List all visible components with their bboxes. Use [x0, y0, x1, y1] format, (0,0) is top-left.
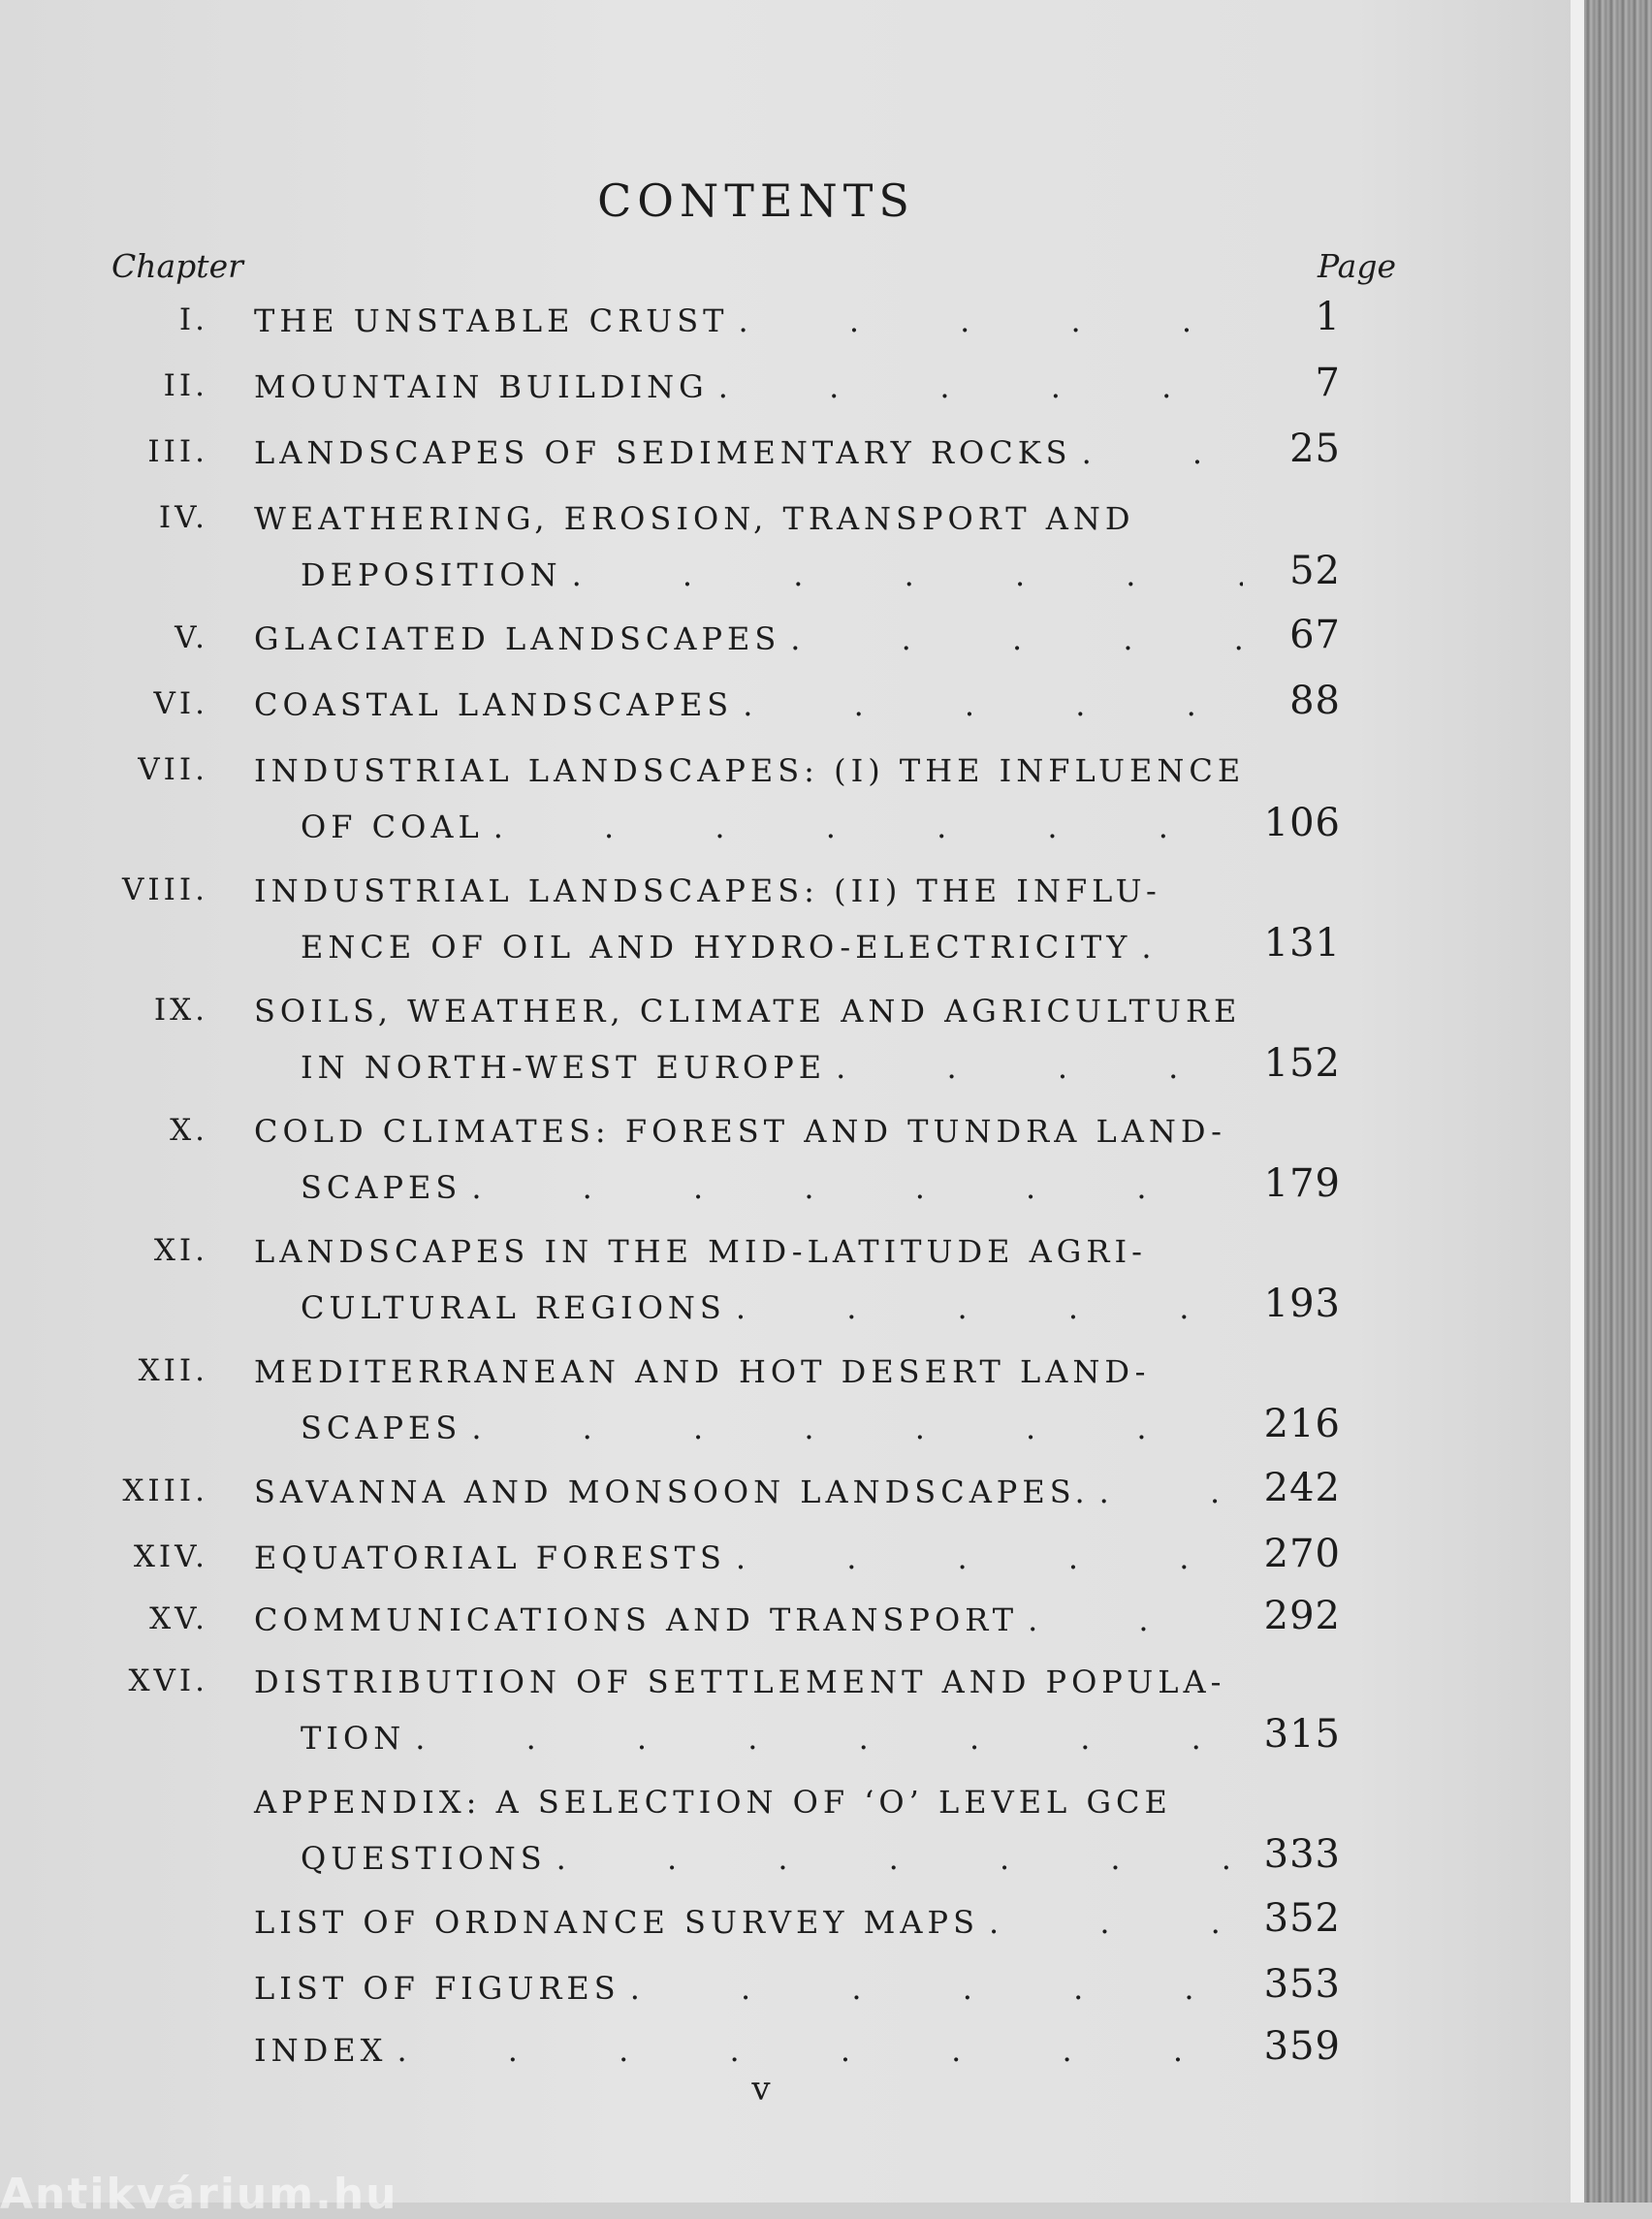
leader-dots — [709, 368, 1243, 405]
chapter-title-text: SAVANNA AND MONSOON LANDSCAPES. — [254, 1474, 1090, 1510]
leader-dots — [1131, 929, 1243, 966]
page-number: 25 — [1289, 427, 1341, 471]
chapter-title-line — [301, 1169, 1243, 1206]
chapter-title-line — [254, 993, 1243, 1030]
chapter-title-text: INDUSTRIAL LANDSCAPES: (I) THE INFLUENCE — [254, 752, 1246, 789]
page-number: 333 — [1263, 1832, 1341, 1877]
chapter-title-line — [301, 1049, 1243, 1086]
chapter-title-text: QUESTIONS — [301, 1840, 547, 1877]
page-column-label: Page — [1317, 247, 1396, 285]
chapter-title-line — [254, 302, 1243, 339]
chapter-title-line — [254, 872, 1243, 909]
chapter-title-text: WEATHERING, EROSION, TRANSPORT AND — [254, 500, 1135, 537]
page-number: 270 — [1263, 1532, 1341, 1576]
page-number: 352 — [1263, 1896, 1341, 1941]
leader-dots — [405, 1720, 1243, 1757]
chapter-title-line — [254, 2032, 1243, 2069]
chapter-title-line — [254, 500, 1243, 537]
chapter-title-text: DISTRIBUTION OF SETTLEMENT AND POPULA- — [254, 1664, 1226, 1700]
page-number: 359 — [1263, 2024, 1341, 2069]
chapter-number: X. — [170, 1113, 208, 1148]
folio-number: v — [751, 2070, 771, 2108]
chapter-title-line — [254, 368, 1243, 405]
leader-dots — [1018, 1601, 1243, 1638]
page-number: 67 — [1289, 613, 1341, 657]
chapter-title-line — [254, 752, 1246, 789]
chapter-number: XI. — [153, 1233, 208, 1268]
page-edge-highlight — [1571, 0, 1584, 2203]
chapter-number: XVI. — [128, 1664, 208, 1698]
chapter-number: IX. — [153, 993, 208, 1028]
page-number: 106 — [1263, 801, 1341, 845]
chapter-title-line — [254, 1601, 1243, 1638]
page-number: 315 — [1263, 1712, 1341, 1757]
chapter-title-text: IN NORTH-WEST EUROPE — [301, 1049, 827, 1086]
chapter-title-line — [254, 686, 1243, 723]
chapter-number: XV. — [149, 1601, 208, 1636]
chapter-number: IV. — [158, 500, 208, 535]
page-number: 152 — [1263, 1041, 1341, 1086]
page-number: 193 — [1263, 1282, 1341, 1326]
chapter-title-text: SCAPES — [301, 1410, 462, 1446]
chapter-title-text: MOUNTAIN BUILDING — [254, 368, 709, 405]
leader-dots — [620, 1970, 1243, 2007]
leader-dots — [826, 1049, 1243, 1086]
chapter-title-text: INDUSTRIAL LANDSCAPES: (II) THE INFLU- — [254, 872, 1161, 909]
chapter-title-line — [254, 1970, 1243, 2007]
leader-dots — [387, 2032, 1243, 2069]
chapter-title-line — [254, 1904, 1243, 1941]
chapter-number: VIII. — [122, 872, 208, 907]
leader-dots — [979, 1904, 1243, 1941]
chapter-title-line — [254, 434, 1243, 471]
chapter-title-text: TION — [301, 1720, 406, 1757]
page-number: 131 — [1263, 921, 1341, 966]
leader-dots — [726, 1539, 1243, 1576]
leader-dots — [1072, 434, 1243, 471]
watermark: Antikvárium.hu — [0, 2170, 398, 2219]
chapter-title-text: LANDSCAPES OF SEDIMENTARY ROCKS — [254, 434, 1072, 471]
leader-dots — [461, 1410, 1243, 1446]
chapter-title-line — [254, 1539, 1243, 1576]
leader-dots — [461, 1169, 1243, 1206]
chapter-title-text: APPENDIX: A SELECTION OF ‘O’ LEVEL GCE — [254, 1784, 1172, 1821]
page-number: 1 — [1315, 295, 1341, 339]
leader-dots — [733, 686, 1243, 723]
leader-dots — [780, 620, 1243, 657]
chapter-title-text: INDEX — [254, 2032, 388, 2069]
chapter-title-line — [301, 808, 1243, 845]
page-title: CONTENTS — [597, 174, 915, 227]
page-number: 88 — [1289, 679, 1341, 723]
chapter-number: V. — [175, 620, 208, 655]
chapter-number: VII. — [138, 752, 208, 787]
chapter-number: XII. — [138, 1353, 208, 1388]
chapter-title-line — [301, 1840, 1243, 1877]
page-number: 292 — [1263, 1594, 1341, 1638]
page-number: 179 — [1263, 1161, 1341, 1206]
chapter-title-line — [301, 1289, 1243, 1326]
chapter-title-text: COASTAL LANDSCAPES — [254, 686, 734, 723]
chapter-title-text: MEDITERRANEAN AND HOT DESERT LAND- — [254, 1353, 1151, 1390]
chapter-title-line — [254, 1664, 1243, 1700]
chapter-title-text: DEPOSITION — [301, 556, 562, 593]
chapter-title-text: CULTURAL REGIONS — [301, 1289, 726, 1326]
leader-dots — [1090, 1474, 1243, 1510]
chapter-title-line — [301, 929, 1243, 966]
chapter-title-text: SOILS, WEATHER, CLIMATE AND AGRICULTURE — [254, 993, 1242, 1030]
chapter-title-line — [254, 1474, 1243, 1510]
page-number: 52 — [1289, 549, 1341, 593]
chapter-title-text: COLD CLIMATES: FOREST AND TUNDRA LAND- — [254, 1113, 1226, 1150]
chapter-number: VI. — [153, 686, 208, 721]
chapter-title-text: OF COAL — [301, 808, 484, 845]
chapter-title-text: SCAPES — [301, 1169, 462, 1206]
chapter-title-line — [254, 1113, 1243, 1150]
page-number: 242 — [1263, 1466, 1341, 1510]
page-number: 216 — [1263, 1402, 1341, 1446]
chapter-title-line — [254, 620, 1243, 657]
chapter-title-text: ENCE OF OIL AND HYDRO-ELECTRICITY — [301, 929, 1132, 966]
chapter-title-text: LIST OF FIGURES — [254, 1970, 620, 2007]
chapter-title-line — [254, 1233, 1243, 1270]
chapter-title-text: EQUATORIAL FORESTS — [254, 1539, 726, 1576]
chapter-title-line — [301, 556, 1243, 593]
leader-dots — [726, 1289, 1243, 1326]
leader-dots — [547, 1840, 1243, 1877]
chapter-title-line — [254, 1784, 1243, 1821]
page-number: 7 — [1315, 361, 1341, 405]
chapter-title-text: LIST OF ORDNANCE SURVEY MAPS — [254, 1904, 979, 1941]
chapter-title-line — [301, 1410, 1243, 1446]
chapter-title-line — [301, 1720, 1243, 1757]
leader-dots — [484, 808, 1243, 845]
chapter-title-text: COMMUNICATIONS AND TRANSPORT — [254, 1601, 1019, 1638]
chapter-title-text: THE UNSTABLE CRUST — [254, 302, 729, 339]
chapter-column-label: Chapter — [111, 247, 243, 285]
chapter-title-text: LANDSCAPES IN THE MID-LATITUDE AGRI- — [254, 1233, 1147, 1270]
chapter-title-line — [254, 1353, 1243, 1390]
chapter-number: I. — [178, 302, 208, 337]
chapter-number: III. — [147, 434, 208, 469]
leader-dots — [562, 556, 1243, 593]
chapter-title-text: GLACIATED LANDSCAPES — [254, 620, 781, 657]
chapter-number: XIII. — [122, 1474, 208, 1508]
chapter-number: II. — [163, 368, 208, 403]
chapter-number: XIV. — [133, 1539, 208, 1574]
leader-dots — [728, 302, 1243, 339]
page-number: 353 — [1263, 1962, 1341, 2007]
